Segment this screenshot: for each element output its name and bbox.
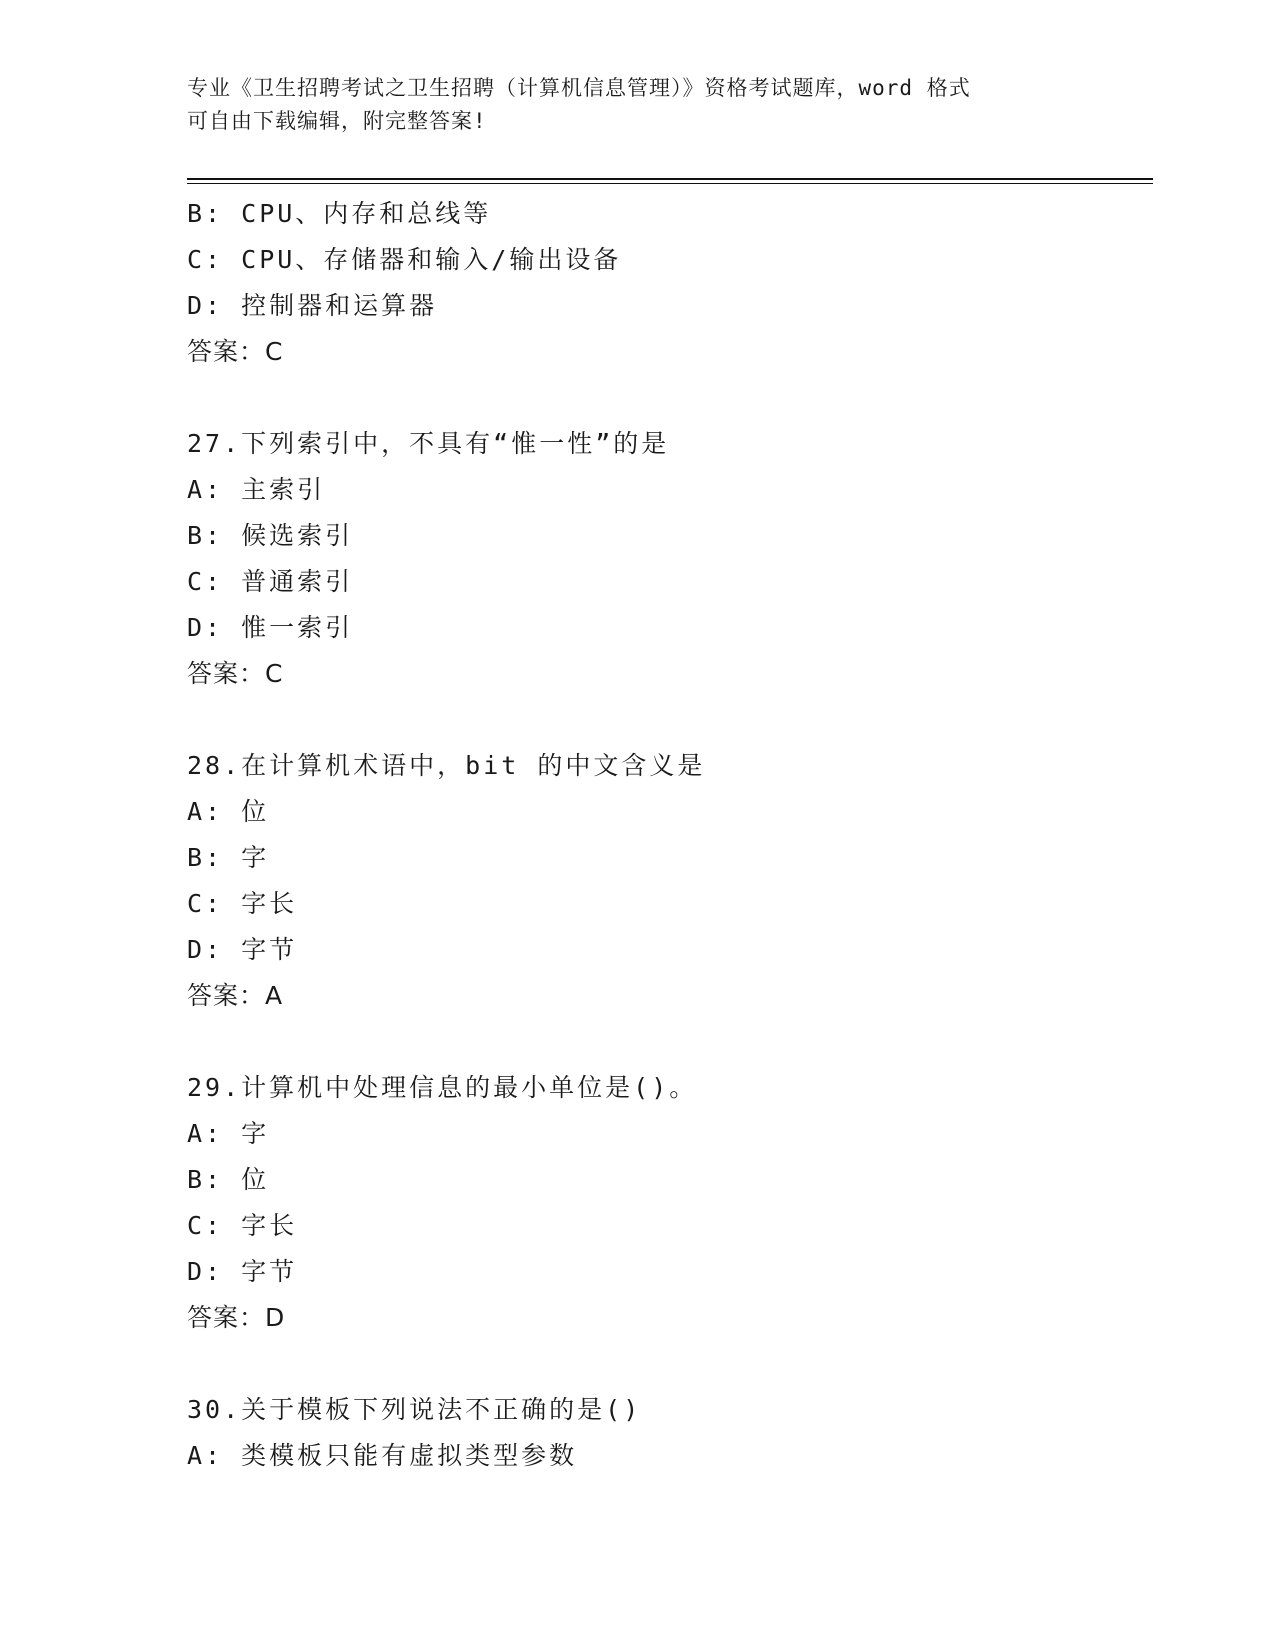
spacer [187,375,1147,421]
question-30 [187,1387,1147,1479]
question-28 [187,743,1147,1019]
question-29 [187,1065,1147,1341]
document-header [187,72,1087,138]
question-title: 30.关于模板下列说法不正确的是() [187,1395,642,1424]
question-26-continued [187,191,1147,375]
header-divider-thick [187,178,1153,180]
option-c: C: CPU、存储器和输入/输出设备 [187,245,622,274]
question-title: 28.在计算机术语中，bit 的中文含义是 [187,751,706,780]
question-list [187,191,1147,1479]
question-27 [187,421,1147,697]
answer-line: 答案：A [187,981,284,1010]
option-d: D: 字节 [187,935,298,964]
option-a: A: 位 [187,797,270,826]
question-title: 29.计算机中处理信息的最小单位是()。 [187,1073,698,1102]
header-divider-thin [187,183,1153,184]
question-title: 27.下列索引中，不具有“惟一性”的是 [187,429,670,458]
option-b: B: CPU、内存和总线等 [187,199,492,228]
option-a: A: 主索引 [187,475,326,504]
spacer [187,1019,1147,1065]
option-d: D: 字节 [187,1257,298,1286]
answer-line: 答案：C [187,659,284,688]
option-a: A: 类模板只能有虚拟类型参数 [187,1441,578,1470]
option-d: D: 惟一索引 [187,613,354,642]
header-line-1: 专业《卫生招聘考试之卫生招聘（计算机信息管理）》资格考试题库，word 格式 [187,76,971,100]
option-c: C: 字长 [187,889,298,918]
option-b: B: 位 [187,1165,270,1194]
spacer [187,697,1147,743]
option-c: C: 普通索引 [187,567,354,596]
header-line-2: 可自由下载编辑，附完整答案! [187,109,487,133]
answer-line: 答案：D [187,1303,286,1332]
spacer [187,1341,1147,1387]
option-c: C: 字长 [187,1211,298,1240]
option-a: A: 字 [187,1119,270,1148]
option-d: D: 控制器和运算器 [187,291,438,320]
option-b: B: 字 [187,843,270,872]
option-b: B: 候选索引 [187,521,354,550]
answer-line: 答案：C [187,337,284,366]
